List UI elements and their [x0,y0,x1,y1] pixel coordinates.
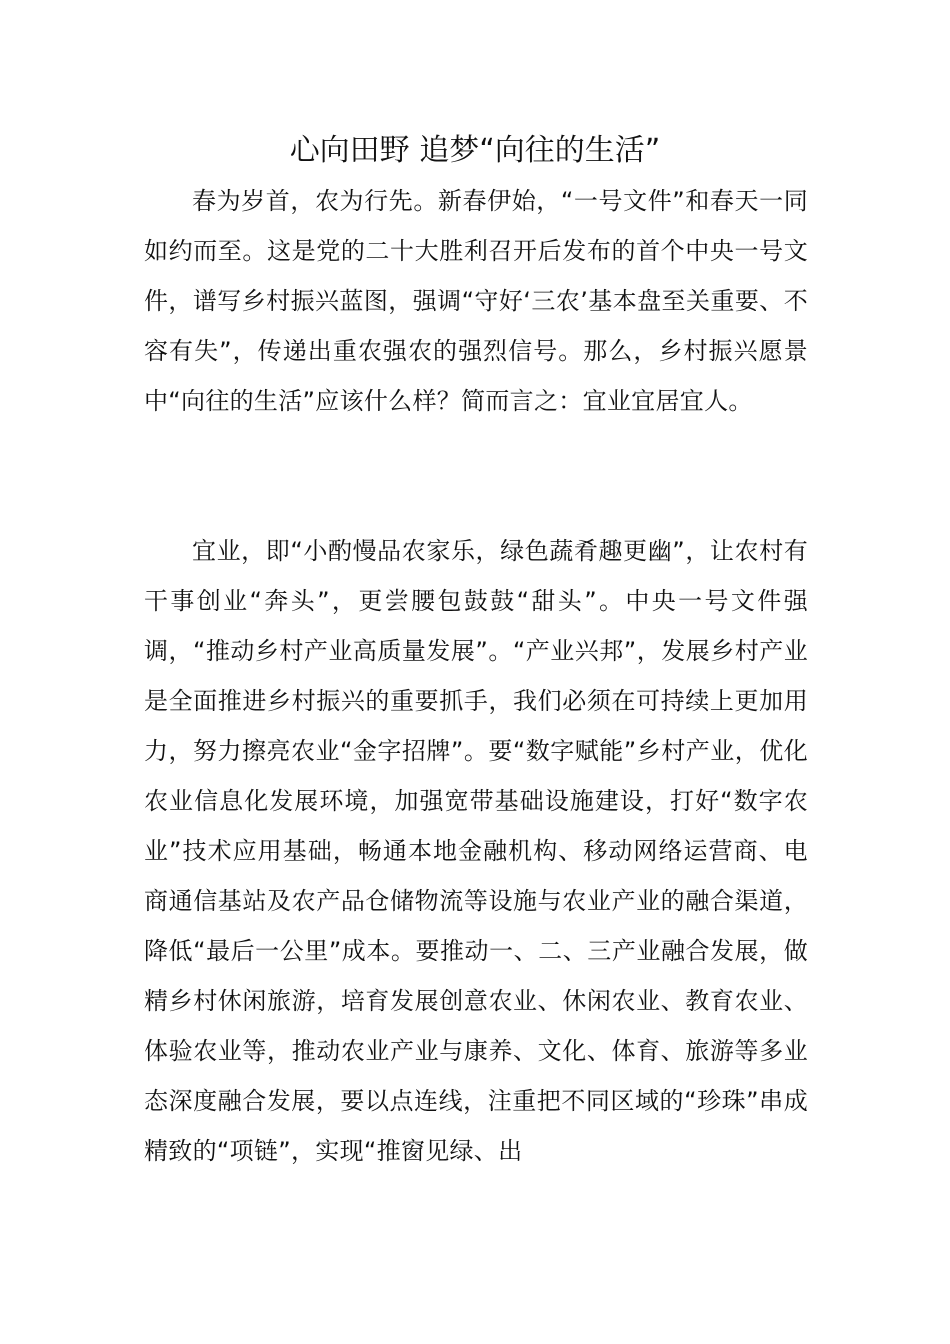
paragraph-livelihood: 宜业，即“小酌慢品农家乐，绿色蔬肴趣更幽”，让农村有干事创业“奔头”，更尝腰包鼓鼓“甜头”。中央一号文件强调，“推动乡村产业高质量发展”。“产业兴邦”，发展乡村产业是全面推进乡村振兴的重要抓手，我们必须在可持续上更加用力，努力擦亮农业“金字招牌”。要“数字赋能”乡村产业，优化农业信息化发展环境，加强宽带基础设施建设，打好“数字农业”技术应用基础，畅通本地金融机构、移动网络运营商、电商通信基站及农产品仓储物流等设施与农业产业的融合渠道，降低“最后一公里”成本。要推动一、二、三产业融合发展，做精乡村休闲旅游，培育发展创意农业、休闲农业、教育农业、体验农业等，推动农业产业与康养、文化、体育、旅游等多业态深度融合发展，要以点连线，注重把不同区域的“珍珠”串成精致的“项链”，实现“推窗见绿、出 [144,537,808,1165]
paragraph-intro: 春为岁首，农为行先。新春伊始，“一号文件”和春天一同如约而至。这是党的二十大胜利召开后发布的首个中央一号文件，谱写乡村振兴蓝图，强调“守好‘三农’基本盘至关重要、不容有失”，传递出重农强农的强烈信号。那么，乡村振兴愿景中“向往的生活”应该什么样？简而言之：宜业宜居宜人。 [144,187,809,415]
document-title: 心向田野 追梦“向往的生活” [289,133,661,168]
